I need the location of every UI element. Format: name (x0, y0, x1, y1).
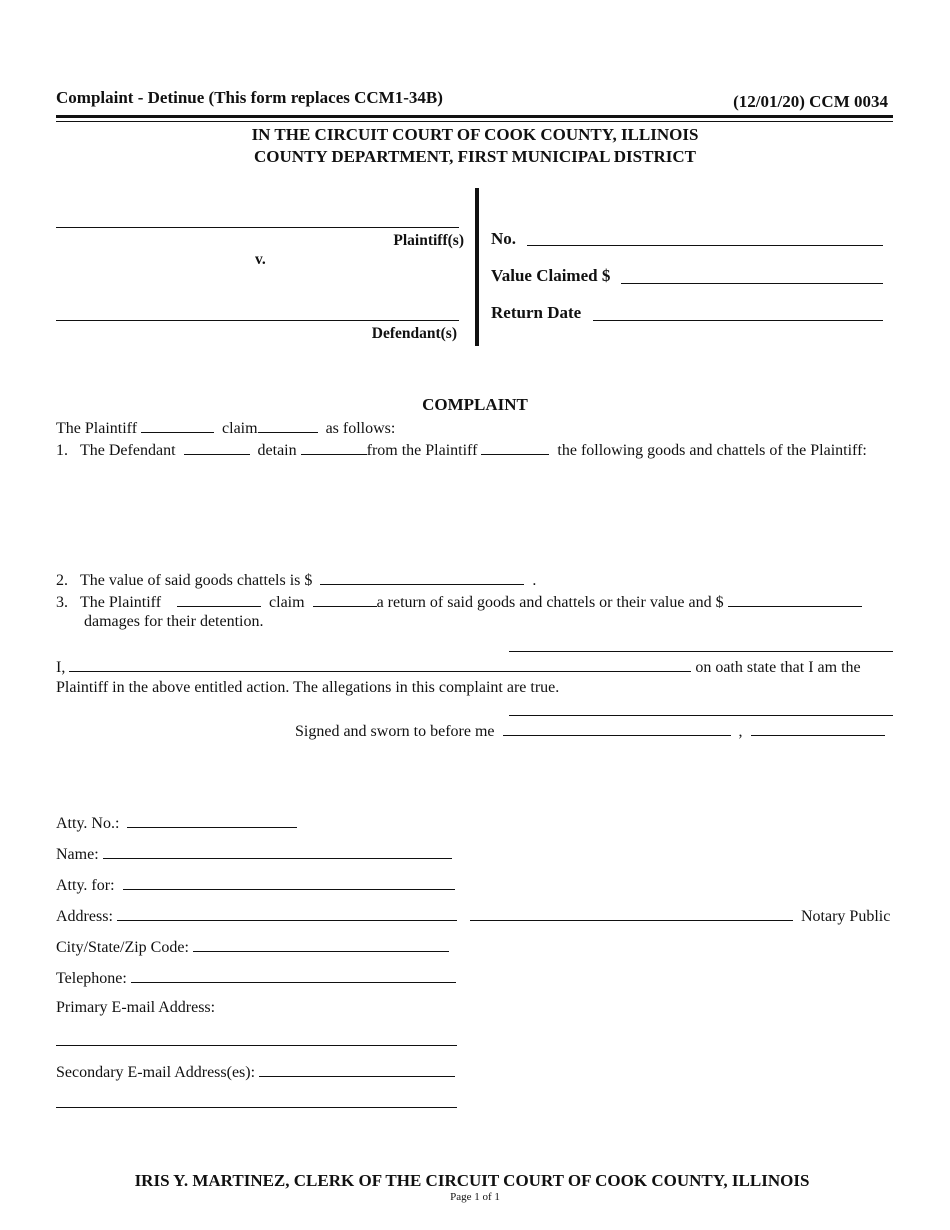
oath-line (56, 657, 861, 677)
item-1-from: from the Plaintiff (366, 442, 478, 459)
secondary-email-field-2[interactable] (56, 1107, 457, 1108)
item-2-value-blank[interactable] (320, 570, 524, 585)
item-1-blank-c[interactable] (481, 440, 549, 455)
notary-signature-field[interactable] (470, 906, 793, 921)
item-3-damages: damages for their detention. (84, 613, 264, 630)
primary-email-field[interactable] (56, 1045, 457, 1046)
intro-line (56, 418, 395, 438)
notary-label: Notary Public (801, 908, 891, 925)
atty-for-row (56, 875, 455, 895)
oath-state: on oath state that I am the (695, 659, 861, 676)
item-1-detain: detain (257, 442, 297, 459)
item-2-value: The value of said goods chattels is $ (80, 572, 313, 589)
item-3-blank-b[interactable] (313, 592, 377, 607)
intro-claim: claim (222, 420, 258, 437)
clerk-name: IRIS Y. MARTINEZ, CLERK OF THE CIRCUIT COURT OF COOK COUNTY, ILLINOIS (134, 1171, 810, 1190)
item-2-number: 2. (56, 572, 68, 589)
page-number: Page 1 of 1 (450, 1191, 500, 1203)
name-row (56, 844, 452, 864)
name-field[interactable] (103, 844, 452, 859)
oath-statement: Plaintiff in the above entitled action. The allegations in this complaint are true. (56, 679, 560, 696)
item-3-return: a return of said goods and chattels or their value and $ (376, 594, 724, 611)
versus-label: v. (255, 251, 266, 268)
sworn-date-blank[interactable] (503, 721, 731, 736)
intro-plaintiff-blank[interactable] (141, 418, 214, 433)
plaintiff-line[interactable] (56, 227, 459, 228)
court-name: IN THE CIRCUIT COURT OF COOK COUNTY, ILLINOIS (251, 125, 699, 144)
return-date-field[interactable] (593, 320, 883, 321)
item-1-blank-b[interactable] (301, 440, 367, 455)
secondary-email-row (56, 1062, 455, 1082)
atty-for-label: Atty. for: (56, 877, 115, 894)
case-number-label: No. (491, 229, 517, 248)
item-1-goods: the following goods and chattels of the Plaintiff: (557, 442, 867, 459)
atty-no-row (56, 813, 297, 833)
intro-claim-blank[interactable] (258, 418, 318, 433)
form-code: (12/01/20) CCM 0034 (733, 92, 888, 111)
atty-no-label: Atty. No.: (56, 815, 120, 832)
oath-name-blank[interactable] (69, 657, 691, 672)
item-3-amount-blank[interactable] (728, 592, 862, 607)
address-label: Address: (56, 908, 113, 925)
notary-row (470, 906, 890, 926)
plaintiff-label: Plaintiff(s) (393, 232, 464, 249)
sworn-line (295, 721, 885, 741)
form-title: Complaint - Detinue (This form replaces CCM1-34B) (56, 88, 443, 107)
sworn-signature-line[interactable] (509, 715, 893, 716)
oath-i: I, (56, 659, 66, 676)
secondary-email-field[interactable] (259, 1062, 455, 1077)
item-3-claim: claim (269, 594, 305, 611)
telephone-label: Telephone: (56, 970, 127, 987)
item-2 (56, 570, 536, 590)
item-1-defendant: The Defendant (80, 442, 176, 459)
intro-as-follows: as follows: (325, 420, 396, 437)
atty-no-field[interactable] (127, 813, 297, 828)
address-row (56, 906, 457, 926)
item-1-number: 1. (56, 442, 68, 459)
value-claimed-field[interactable] (621, 283, 883, 284)
item-2-period: . (532, 572, 537, 589)
intro-plaintiff: The Plaintiff (56, 420, 138, 437)
city-label: City/State/Zip Code: (56, 939, 189, 956)
complaint-title: COMPLAINT (422, 395, 528, 414)
item-3-plaintiff: The Plaintiff (80, 594, 162, 611)
atty-for-field[interactable] (123, 875, 455, 890)
item-1-blank-a[interactable] (184, 440, 250, 455)
telephone-row (56, 968, 456, 988)
telephone-field[interactable] (131, 968, 456, 983)
return-date-label: Return Date (491, 303, 582, 322)
oath-signature-line[interactable] (509, 651, 893, 652)
case-number-field[interactable] (527, 245, 883, 246)
item-3-blank-a[interactable] (177, 592, 261, 607)
sworn-label: Signed and sworn to before me (295, 723, 495, 740)
secondary-email-label: Secondary E-mail Address(es): (56, 1064, 256, 1081)
defendant-line[interactable] (56, 320, 459, 321)
sworn-year-blank[interactable] (751, 721, 885, 736)
item-3-number: 3. (56, 594, 68, 611)
item-1 (56, 440, 867, 460)
address-field[interactable] (117, 906, 457, 921)
defendant-label: Defendant(s) (371, 325, 457, 342)
value-claimed-label: Value Claimed $ (491, 266, 611, 285)
city-row (56, 937, 449, 957)
court-district: COUNTY DEPARTMENT, FIRST MUNICIPAL DISTRICT (254, 147, 696, 166)
city-field[interactable] (193, 937, 449, 952)
header-rule-thin (56, 121, 893, 122)
header-rule-thick (56, 115, 893, 118)
sworn-comma: , (738, 723, 743, 740)
primary-email-label: Primary E-mail Address: (56, 999, 216, 1016)
item-3 (56, 592, 862, 612)
caption-divider (475, 188, 479, 346)
name-label: Name: (56, 846, 99, 863)
